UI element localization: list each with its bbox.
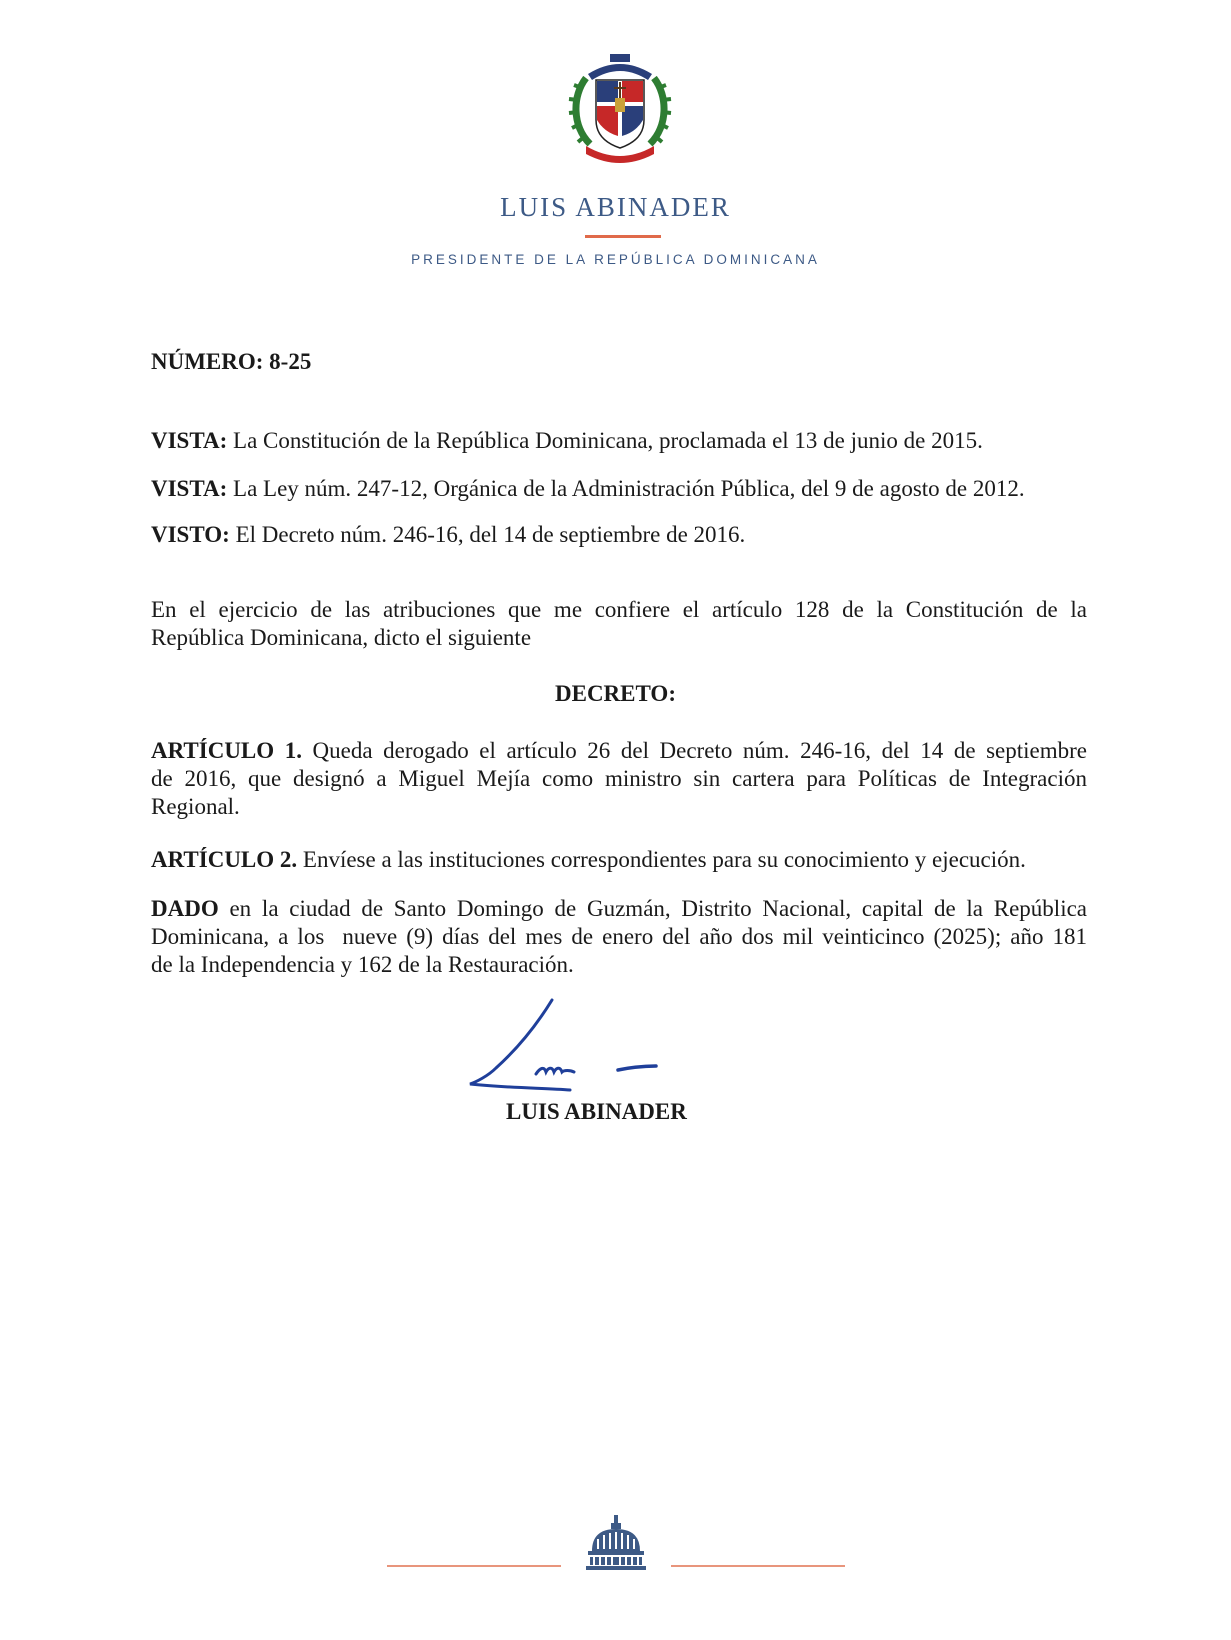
consideration-label: VISTA: xyxy=(151,476,228,501)
dado-line: de la Independencia y 162 de la Restauración. xyxy=(151,952,574,977)
article-line xyxy=(151,737,1087,765)
signatory-name: LUIS ABINADER xyxy=(506,1099,687,1124)
intro-paragraph xyxy=(151,596,1087,652)
intro-line: República Dominicana, dicto el siguiente xyxy=(151,625,532,650)
consideration-vista-2 xyxy=(151,475,1087,503)
consideration-text: El Decreto núm. 246-16, del 14 de septiembre de 2016. xyxy=(235,522,746,547)
consideration-text: La Constitución de la República Dominicana, proclamada el 13 de junio de 2015. xyxy=(233,428,983,453)
president-name-heading: LUIS ABINADER xyxy=(500,192,731,222)
handwritten-signature xyxy=(466,998,686,1098)
dado-paragraph xyxy=(151,895,1087,979)
coat-of-arms-icon xyxy=(566,48,674,164)
accent-divider xyxy=(585,235,661,238)
dado-line: Dominicana, a los nueve (9) días del mes de enero del año dos mil veinticinco (2025); año 181 xyxy=(151,924,1087,949)
consideration-text: La Ley núm. 247-12, Orgánica de la Administración Pública, del 9 de agosto de 2012. xyxy=(233,476,1025,501)
consideration-visto xyxy=(151,521,1087,549)
article-2 xyxy=(151,846,1087,874)
article-line: Regional. xyxy=(151,794,240,819)
consideration-label: VISTA: xyxy=(151,428,228,453)
consideration-vista-1 xyxy=(151,427,1087,455)
dado-text: en la ciudad de Santo Domingo de Guzmán, Distrito Nacional, capital de la República xyxy=(218,896,1087,921)
article-text: Envíese a las instituciones correspondientes para su conocimiento y ejecución. xyxy=(297,847,1026,872)
intro-line: En el ejercicio de las atribuciones que me confiere el artículo 128 de la Constitución de la xyxy=(151,597,1087,622)
article-text: Queda derogado el artículo 26 del Decreto núm. 246-16, del 14 de septiembre xyxy=(301,738,1088,763)
capitol-dome-icon xyxy=(584,1515,648,1571)
article-label: ARTÍCULO 1. xyxy=(151,738,302,763)
footer-divider-right xyxy=(671,1565,845,1567)
dado-label: DADO xyxy=(151,896,219,921)
article-label: ARTÍCULO 2. xyxy=(151,847,298,872)
decree-number: NÚMERO: 8-25 xyxy=(151,349,312,374)
consideration-label: VISTO: xyxy=(151,522,230,547)
article-line: de 2016, que designó a Miguel Mejía como ministro sin cartera para Políticas de Integración xyxy=(151,766,1087,791)
decree-title: DECRETO: xyxy=(555,681,676,706)
president-title: PRESIDENTE DE LA REPÚBLICA DOMINICANA xyxy=(411,252,820,267)
footer-divider-left xyxy=(387,1565,561,1567)
dado-line xyxy=(151,895,1087,923)
article-1 xyxy=(151,737,1087,821)
